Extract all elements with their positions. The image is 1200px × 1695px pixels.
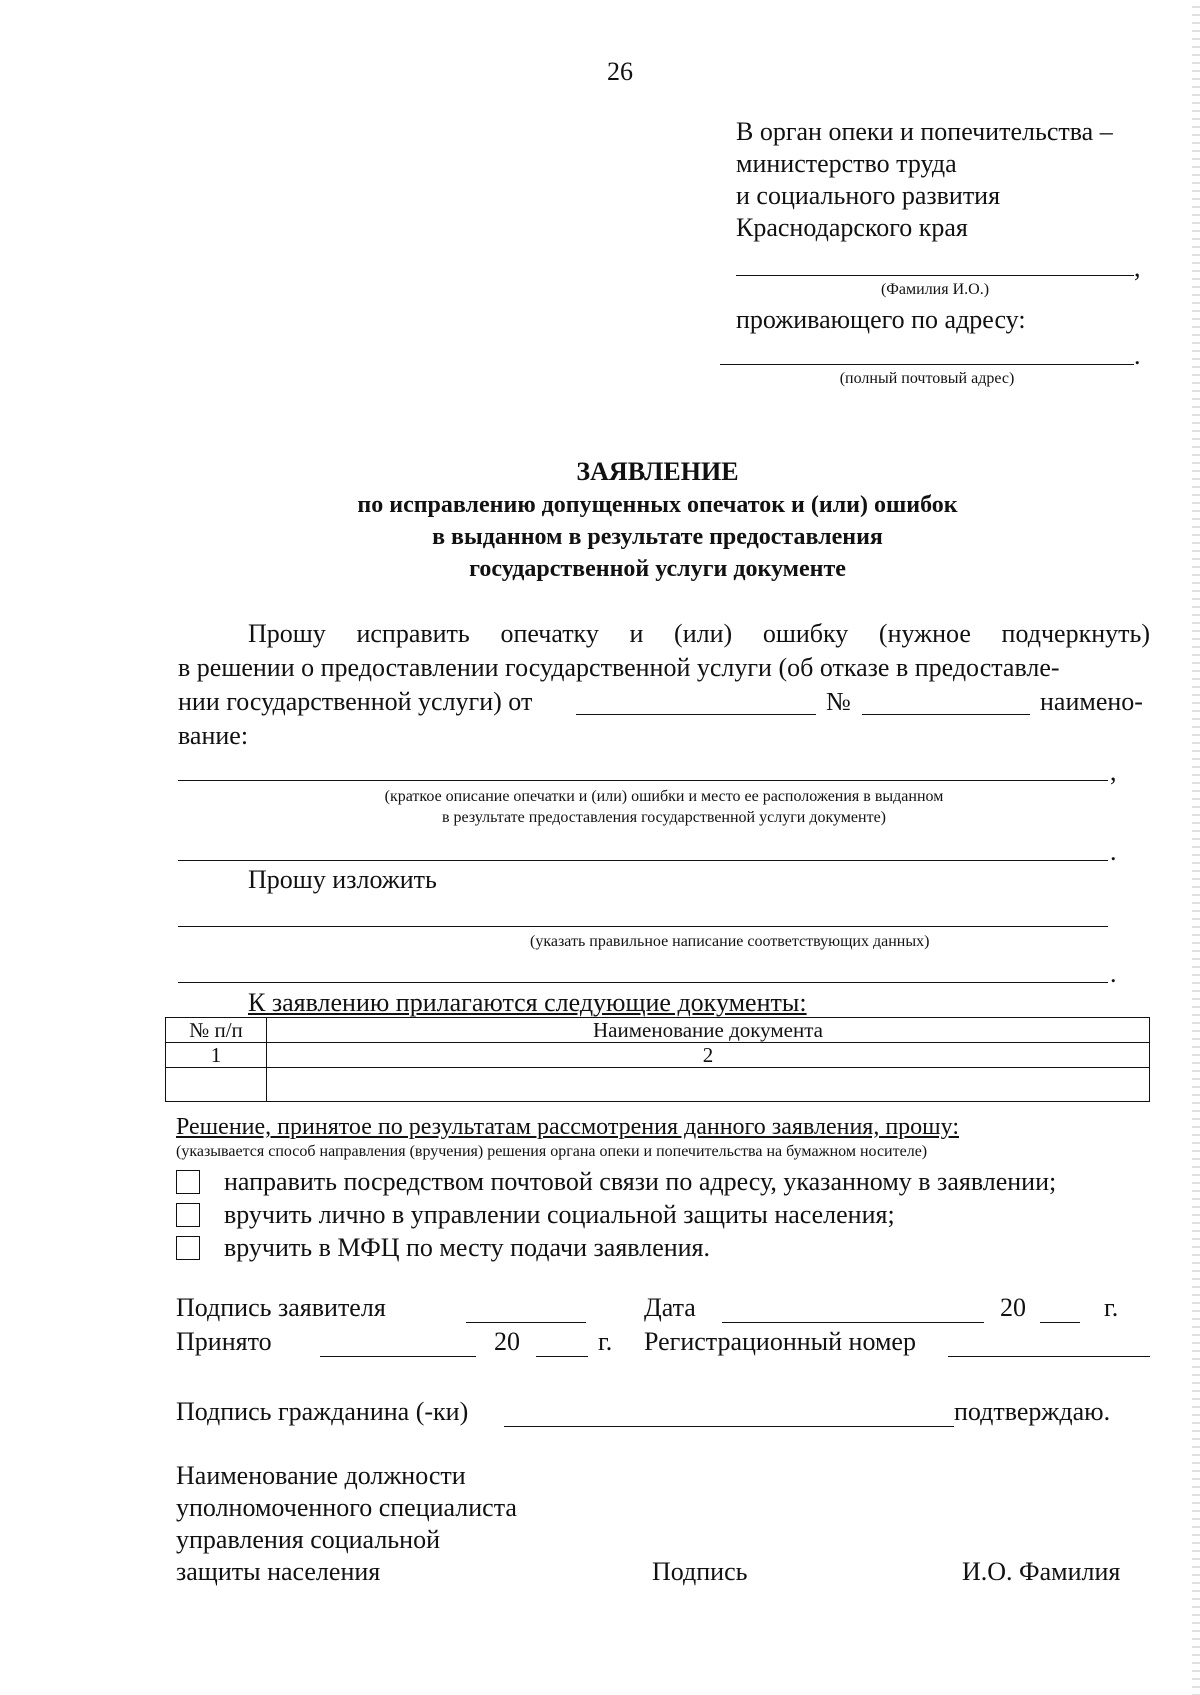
number-sign: № [826, 687, 851, 716]
request-line-1: Прошу исправить опечатку и (или) ошибку (нужное подчеркнуть) [248, 619, 1150, 648]
decision-number-field[interactable] [862, 714, 1030, 715]
address-caption: (полный почтовый адрес) [839, 370, 1015, 387]
table-header-document: Наименование документа [267, 1018, 1150, 1043]
full-name-label: И.О. Фамилия [962, 1557, 1121, 1586]
table-header-number: № п/п [166, 1018, 267, 1043]
position-line-1: Наименование должности [176, 1461, 466, 1490]
table-cell[interactable] [166, 1068, 267, 1102]
request-line-2: в решении о предоставлении государственной услуги (об отказе в предоставле- [178, 653, 1060, 682]
request-line-4: вание: [178, 721, 249, 750]
doc-subtitle-2: в выданном в результате предоставления [432, 524, 883, 550]
residing-label: проживающего по адресу: [736, 305, 1026, 334]
decision-date-field[interactable] [576, 714, 816, 715]
option-mfc-label: вручить в МФЦ по месту подачи заявления. [224, 1233, 711, 1262]
attachments-intro: К заявлению прилагаются следующие документы: [248, 988, 807, 1017]
doc-subtitle-1: по исправлению допущенных опечаток и (или) ошибок [357, 492, 958, 518]
option-personal-label: вручить лично в управлении социальной защиты населения; [224, 1200, 895, 1229]
reg-number-field[interactable] [948, 1356, 1150, 1357]
option-post-label: направить посредством почтовой связи по адресу, указанному в заявлении; [224, 1167, 1057, 1196]
citizen-signature-label: Подпись гражданина (-ки) [176, 1397, 469, 1426]
accepted-year-suffix: г. [598, 1327, 613, 1356]
error-description-field-2[interactable] [178, 860, 1108, 861]
error-description-field[interactable] [178, 780, 1108, 781]
state-request-label: Прошу изложить [248, 865, 437, 894]
table-row [166, 1043, 1150, 1068]
name-caption: (Фамилия И.О.) [880, 281, 990, 298]
confirm-label: подтверждаю. [954, 1397, 1111, 1426]
accepted-year-prefix: 20 [494, 1327, 520, 1356]
name-label: наимено- [1040, 687, 1143, 716]
date-label: Дата [644, 1293, 696, 1322]
addressee-line-1: В орган опеки и попечительства – [736, 117, 1113, 146]
address-field[interactable] [720, 364, 1134, 365]
option-personal-checkbox[interactable] [176, 1203, 200, 1227]
addressee-line-3: и социального развития [736, 181, 1001, 210]
scan-edge [1192, 0, 1200, 1695]
accepted-date-field[interactable] [320, 1356, 476, 1357]
table-cell[interactable] [267, 1068, 1150, 1102]
addressee-line-2: министерство труда [736, 149, 957, 178]
year-prefix: 20 [1000, 1293, 1026, 1322]
request-line-3: нии государственной услуги) от [178, 687, 533, 716]
date-field[interactable] [722, 1322, 984, 1323]
attachments-table [165, 1017, 1150, 1102]
table-row [166, 1068, 1150, 1102]
correct-caption: (указать правильное написание соответствующих данных) [530, 933, 930, 950]
position-line-4: защиты населения [176, 1557, 381, 1586]
correct-text-field[interactable] [178, 926, 1108, 927]
error-caption-1: (краткое описание опечатки и (или) ошибки и место ее расположения в выданном [384, 788, 944, 805]
accepted-year-field[interactable] [536, 1356, 588, 1357]
doc-title: ЗАЯВЛЕНИЕ [576, 457, 739, 486]
applicant-signature-field[interactable] [466, 1322, 586, 1323]
error-caption-2: в результате предоставления государственной услуги документе) [442, 809, 886, 826]
table-header-row [166, 1018, 1150, 1043]
reg-number-label: Регистрационный номер [644, 1327, 916, 1356]
citizen-signature-field[interactable] [504, 1426, 954, 1427]
year-suffix: г. [1104, 1293, 1119, 1322]
decision-heading: Решение, принятое по результатам рассмотрения данного заявления, прошу: [176, 1114, 959, 1140]
year-field[interactable] [1040, 1322, 1080, 1323]
addressee-line-4: Краснодарского края [736, 213, 968, 242]
table-cell: 2 [267, 1043, 1150, 1068]
table-cell: 1 [166, 1043, 267, 1068]
applicant-name-field[interactable] [736, 275, 1134, 276]
doc-subtitle-3: государственной услуги документе [469, 556, 846, 582]
position-line-3: управления социальной [176, 1525, 440, 1554]
accepted-label: Принято [176, 1327, 272, 1356]
page-number: 26 [607, 57, 633, 86]
correct-text-field-2[interactable] [178, 982, 1108, 983]
position-line-2: уполномоченного специалиста [176, 1493, 517, 1522]
option-post-checkbox[interactable] [176, 1170, 200, 1194]
decision-caption: (указывается способ направления (вручения) решения органа опеки и попечительства на бумажном носителе) [176, 1143, 928, 1160]
option-mfc-checkbox[interactable] [176, 1236, 200, 1260]
applicant-signature-label: Подпись заявителя [176, 1293, 386, 1322]
signature-label: Подпись [652, 1557, 748, 1586]
